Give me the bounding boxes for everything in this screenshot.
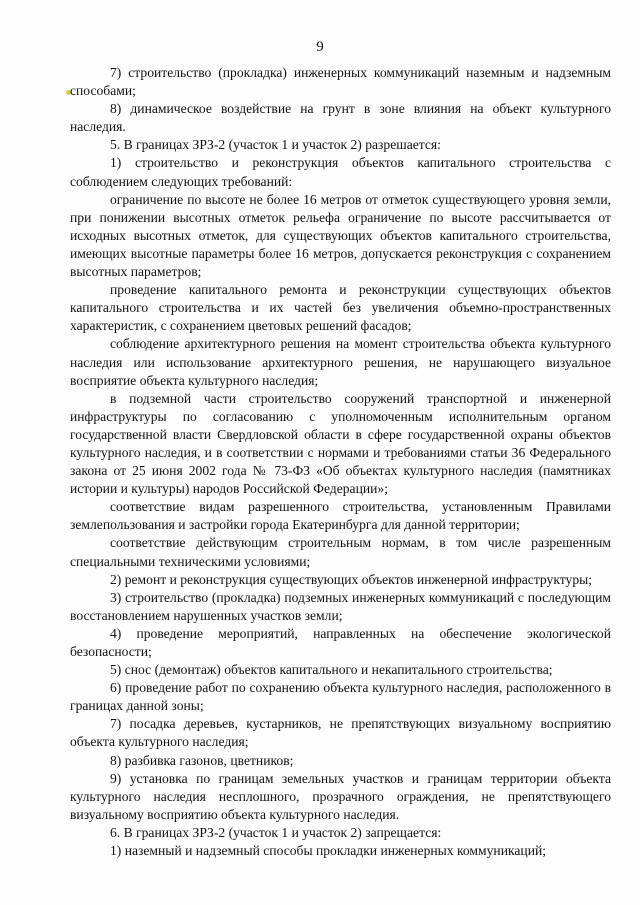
- paragraph-underground-construction: в подземной части строительство сооружений транспортной и инженерной инфраструктуры по согласованию с уполномоченным исполнительным органом государственной власти Свердловской области в сфере государственной охраны объектов культурного наследия, и в соответствии с нормами и требованиями статьи 36 Федерального закона от 25 июня 2002 года № 73-ФЗ «Об объектах культурного наследия (памятниках истории и культуры) народов Российской Федерации»;: [70, 390, 611, 497]
- paragraph-item-7-planting: 7) посадка деревьев, кустарников, не препятствующих визуальному восприятию объекта культурного наследия;: [70, 716, 611, 750]
- paragraph-item-8-lawns: 8) разбивка газонов, цветников;: [110, 752, 294, 768]
- document-body: [70, 64, 611, 860]
- paragraph-building-norms: соответствие действующим строительным нормам, в том числе разрешенным специальными техническими условиями;: [70, 535, 611, 569]
- paragraph-height-limit: ограничение по высоте не более 16 метров от отметок существующего уровня земли, при понижении высотных отметок рельефа ограничение по высоте рассчитывается от исходных высотных отметок, для существующих объектов капитального строительства, имеющих высотные параметры более 16 метров, допускается реконструкция с сохранением высотных параметров;: [70, 191, 611, 280]
- paragraph-section-5-heading: 5. В границах ЗРЗ-2 (участок 1 и участок 2) разрешается:: [110, 137, 441, 153]
- paragraph-item-1-prohibited-overhead: 1) наземный и надземный способы прокладки инженерных коммуникаций;: [110, 843, 547, 859]
- paragraph-permitted-use: соответствие видам разрешенного строительства, установленным Правилами землепользования и застройки города Екатеринбурга для данной территории;: [70, 499, 611, 533]
- page-number: 9: [316, 39, 324, 55]
- paragraph-item-3-underground-utilities: 3) строительство (прокладка) подземных инженерных коммуникаций с последующим восстановлением нарушенных участков земли;: [70, 589, 611, 623]
- paragraph-item-5-demolition: 5) снос (демонтаж) объектов капитального и некапитального строительства;: [110, 662, 553, 678]
- paragraph-architectural-solution: соблюдение архитектурного решения на момент строительства объекта культурного наследия или использование архитектурного решения, не нарушающего визуальное восприятие объекта культурного наследия;: [70, 336, 611, 388]
- paragraph-section-6-heading: 6. В границах ЗРЗ-2 (участок 1 и участок 2) запрещается:: [110, 824, 442, 840]
- paragraph-item-8-dynamic-impact: 8) динамическое воздействие на грунт в зоне влияния на объект культурного наследия.: [70, 101, 611, 135]
- paragraph-item-9-fencing: 9) установка по границам земельных участков и границам территории объекта культурного наследия несплошного, прозрачного ограждения, не препятствующего визуальному восприятию объекта культурного наследия.: [70, 770, 611, 822]
- paragraph-item-6-preservation: 6) проведение работ по сохранению объекта культурного наследия, расположенного в границах данной зоны;: [70, 680, 611, 714]
- paragraph-item-1-construction: 1) строительство и реконструкция объектов капитального строительства с соблюдением следующих требований:: [70, 155, 611, 189]
- paragraph-capital-repair: проведение капитального ремонта и реконструкции существующих объектов капитального строительства и их частей без увеличения объемно-пространственных характеристик, с сохранением цветовых решений фасадов;: [70, 282, 611, 334]
- paragraph-item-4-ecology: 4) проведение мероприятий, направленных на обеспечение экологической безопасности;: [70, 625, 611, 659]
- paragraph-item-2-repair: 2) ремонт и реконструкция существующих объектов инженерной инфраструктуры;: [110, 571, 593, 587]
- paragraph-item-7-infrastructure: 7) строительство (прокладка) инженерных коммуникаций наземным и надземным способами;: [70, 65, 611, 99]
